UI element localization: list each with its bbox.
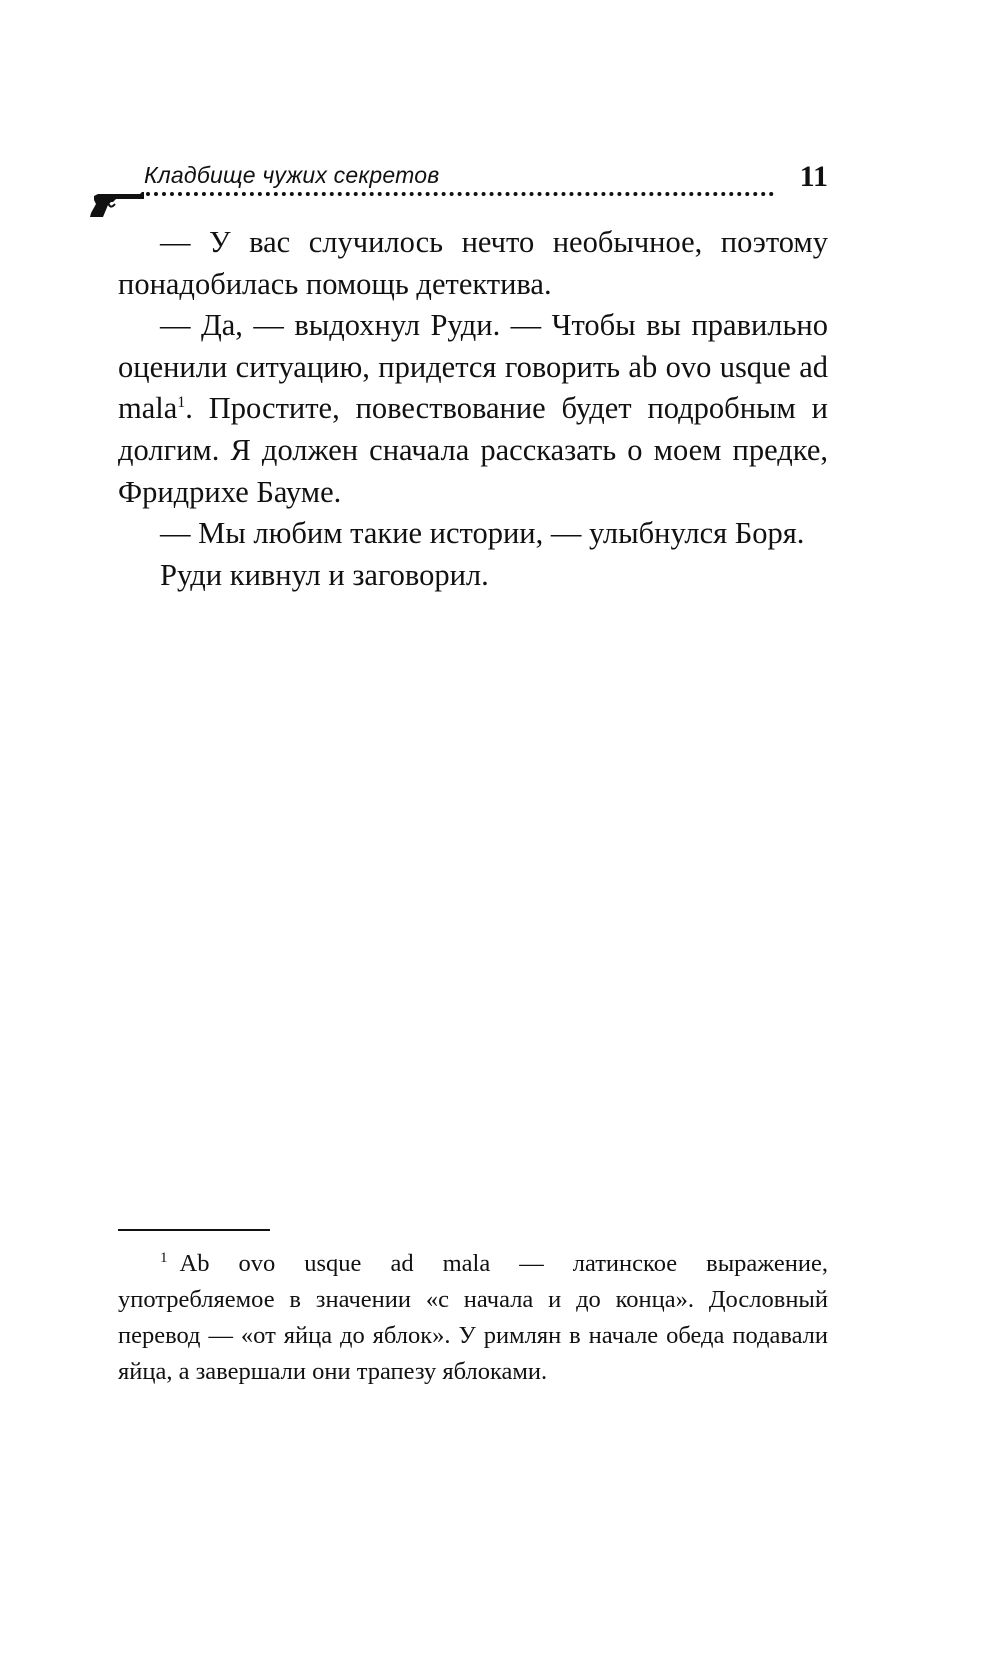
paragraph: Руди кивнул и заговорил. xyxy=(160,557,489,592)
main-text xyxy=(118,222,828,596)
dot-leader xyxy=(146,192,774,196)
paragraph: — Мы любим такие истории, — улыбнулся Боря. xyxy=(160,516,805,551)
paragraph: — У вас случилось нечто необычное, поэтому понадобилась помощь детектива. xyxy=(118,225,828,301)
footnote-separator xyxy=(118,1229,270,1231)
footnote-mark: 1 xyxy=(160,1249,168,1266)
footnote-text: Ab ovo usque ad mala — латинское выражение, употребляемое в значении «с начала и до конца». Дословный перевод — «от яйца до яблок». У римлян в начале обеда подавали яйца, а завершали они трапезу яблоками. xyxy=(118,1250,828,1385)
paragraph-text: — Да, — выдохнул Руди. — Чтобы вы правильно оценили ситуацию, придется говорить ab ovo usque ad mala xyxy=(118,308,828,426)
paragraph-text: . Простите, повествование будет подробным и долгим. Я должен сначала рассказать о моем предке, Фридрихе Бауме. xyxy=(118,391,828,509)
paragraph xyxy=(118,305,828,513)
footnote-reference: 1 xyxy=(177,394,186,412)
book-title: Кладбище чужих секретов xyxy=(144,162,440,188)
running-head xyxy=(88,152,828,212)
footnote xyxy=(118,1246,828,1390)
revolver-icon xyxy=(88,190,146,220)
page-number: 11 xyxy=(799,160,828,193)
footnote-paragraph xyxy=(118,1246,828,1390)
